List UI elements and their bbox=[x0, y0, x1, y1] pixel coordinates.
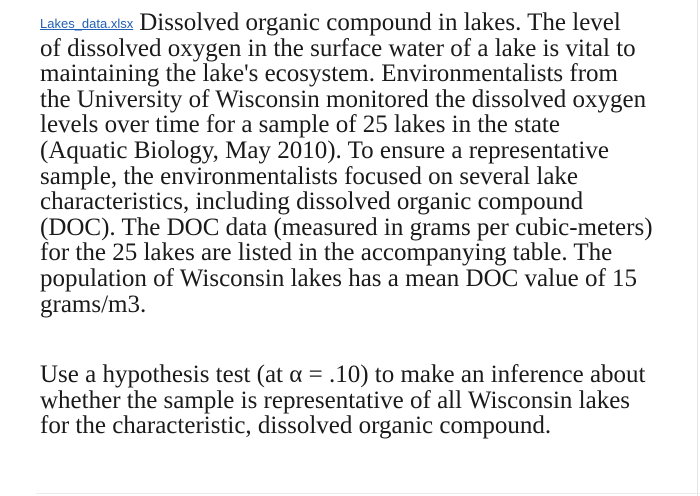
paragraph-line: characteristics, including dissolved organic compound bbox=[40, 188, 584, 216]
paragraph-line: sample, the environmentalists focused on several lake bbox=[40, 162, 579, 190]
paragraph-line: grams/m3. bbox=[40, 290, 147, 318]
paragraph-line: whether the sample is representative of all Wisconsin lakes bbox=[40, 386, 631, 414]
paragraph-line: Use a hypothesis test (at α = .10) to make an inference about bbox=[40, 361, 646, 388]
problem-paragraph-1 bbox=[40, 10, 653, 317]
paragraph-line: maintaining the lake's ecosystem. Environmentalists from bbox=[40, 60, 618, 88]
paragraph-line: levels over time for a sample of 25 lakes in the state bbox=[40, 111, 560, 139]
problem-paragraph-2 bbox=[40, 362, 645, 439]
paragraph-line: (Aquatic Biology, May 2010). To ensure a representative bbox=[40, 136, 609, 164]
paragraph-line-text: Dissolved organic compound in lakes. The level bbox=[139, 9, 621, 36]
paragraph-line: of dissolved oxygen in the surface water of a lake is vital to bbox=[40, 34, 636, 62]
paragraph-line: for the characteristic, dissolved organic compound. bbox=[40, 412, 552, 440]
paragraph-line bbox=[40, 10, 653, 36]
bottom-divider bbox=[36, 493, 700, 494]
paragraph-line: the University of Wisconsin monitored the dissolved oxygen bbox=[40, 85, 647, 113]
paragraph-line: population of Wisconsin lakes has a mean DOC value of 15 bbox=[40, 264, 638, 292]
attachment-link-lakes-data[interactable]: Lakes_data.xlsx bbox=[40, 16, 134, 31]
paragraph-line: (DOC). The DOC data (measured in grams per cubic-meters) bbox=[40, 213, 653, 241]
right-edge-divider bbox=[697, 0, 698, 496]
paragraph-line: for the 25 lakes are listed in the accompanying table. The bbox=[40, 239, 613, 267]
